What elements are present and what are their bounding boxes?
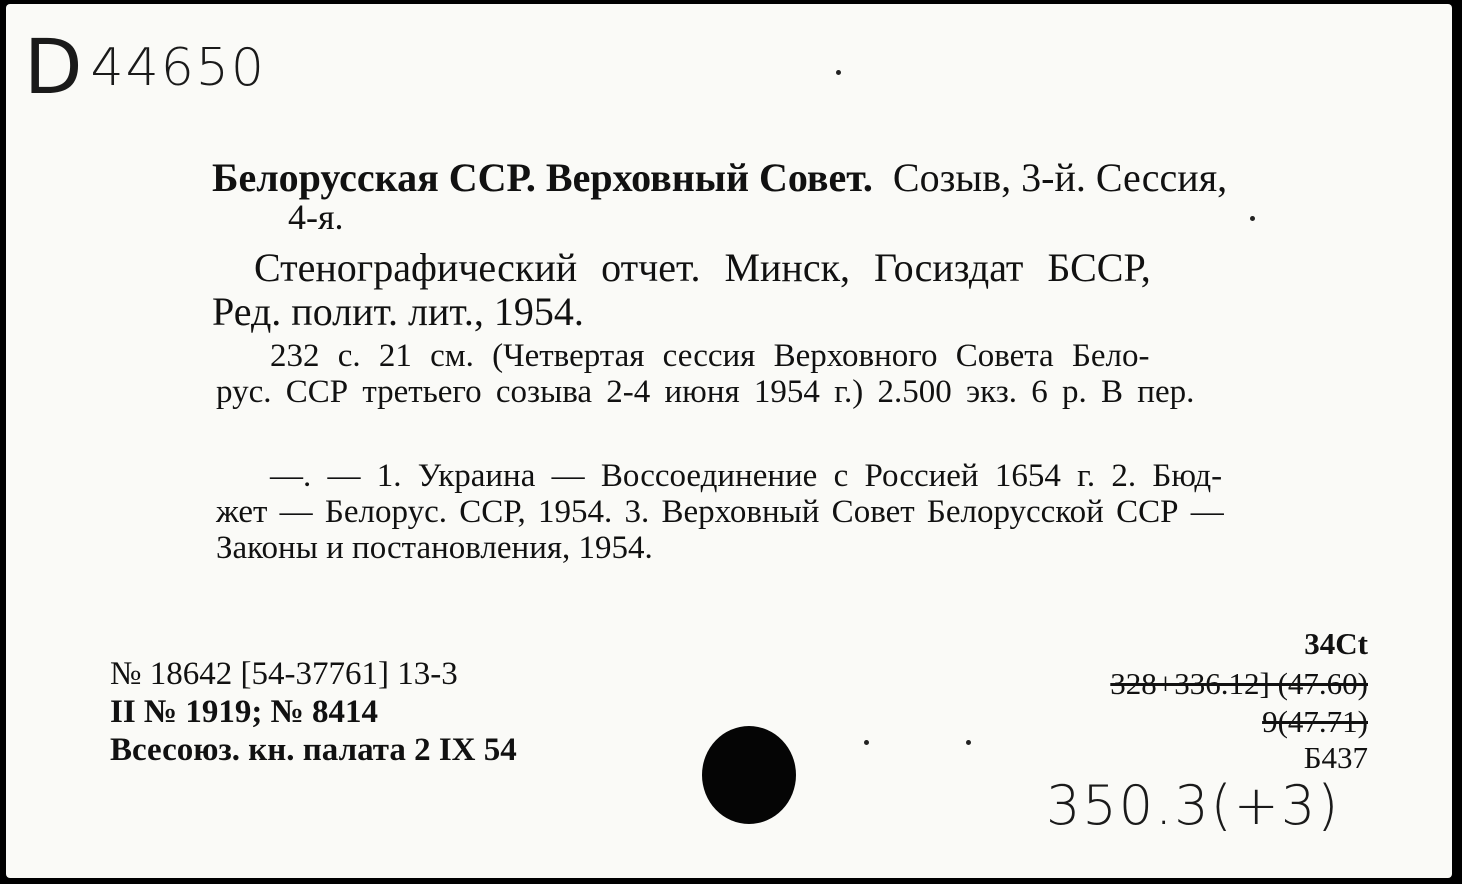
handwritten-note: 350.3(+3) (1046, 774, 1341, 837)
call-number-digits: 44650 (90, 38, 266, 98)
accession-line-3: Всесоюз. кн. палата 2 IX 54 (110, 732, 517, 768)
heading-corporate-author: Белорусская ССР. Верховный Совет. (212, 155, 873, 200)
subject-line-1: —. — 1. Украина — Воссоединение с Россией 1654 г. 2. Бюд- (270, 458, 1223, 494)
classification-line-4: Б437 (1303, 740, 1368, 775)
heading-session: Созыв, 3-й. Сессия, (892, 155, 1228, 200)
accession-line-2: II № 1919; № 8414 (110, 694, 378, 730)
collation-line-2: рус. ССР третьего созыва 2-4 июня 1954 г.) 2.500 экз. 6 р. В пер. (216, 374, 1195, 410)
call-number-letter: D (24, 22, 85, 111)
publisher-line: Ред. полит. лит., 1954. (212, 289, 584, 334)
title-line: Стенографический отчет. Минск, Госиздат БССР, (254, 245, 1151, 290)
call-number (24, 22, 266, 111)
speck-dot (966, 740, 971, 745)
card-punch-hole (702, 726, 796, 824)
speck-dot (836, 70, 841, 75)
catalog-card (6, 4, 1452, 878)
classification-line-3 (1262, 704, 1368, 740)
classification-struck-value: 9(47.71) (1262, 704, 1368, 739)
collation-line-1: 232 с. 21 см. (Четвертая сессия Верховного Совета Бело- (270, 338, 1150, 374)
subject-line-3: Законы и постановления, 1954. (216, 530, 653, 566)
subject-line-2: жет — Белорус. ССР, 1954. 3. Верховный Совет Белорусской ССР — (216, 494, 1224, 530)
classification-line-2: 328+336.12] (47.60) (1110, 666, 1368, 701)
speck-dot (1250, 216, 1255, 221)
accession-line-1: № 18642 [54-37761] 13-3 (110, 656, 458, 692)
classification-line-1: 34Ct (1304, 626, 1368, 661)
heading-continuation: 4-я. (288, 197, 344, 237)
speck-dot (864, 740, 869, 745)
entry-heading (212, 154, 1227, 201)
